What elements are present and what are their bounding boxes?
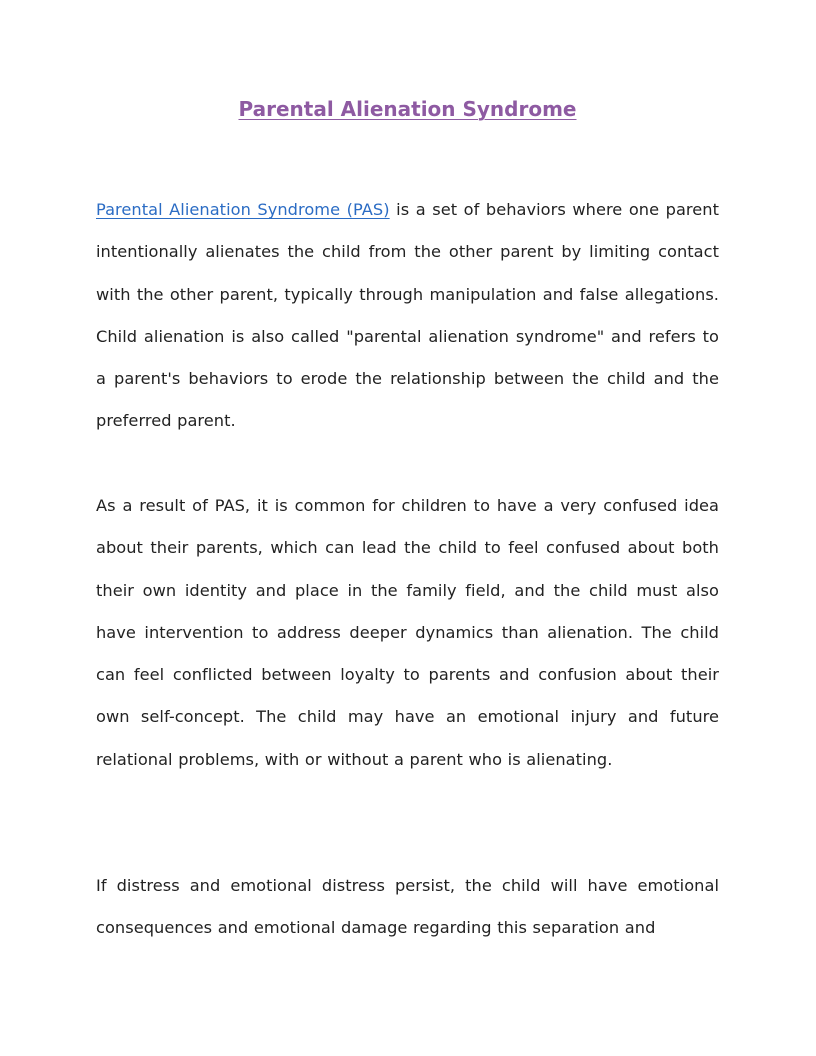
document-page xyxy=(96,0,719,1056)
document-title: Parental Alienation Syndrome xyxy=(238,97,577,121)
pas-link[interactable]: Parental Alienation Syndrome (PAS) xyxy=(96,200,390,219)
paragraph-3: If distress and emotional distress persist, the child will have emotional consequences and emotional damage regarding this separation and xyxy=(96,876,719,938)
paragraph-1-text: is a set of behaviors where one parent intentionally alienates the child from the other parent by limiting contact with the other parent, typically through manipulation and false allegations. Child alienation is also called "parental alienation syndrome" and refers to a parent's behaviors to erode the relationship between the child and the preferred parent. xyxy=(96,200,720,431)
paragraph-2: As a result of PAS, it is common for children to have a very confused idea about their parents, which can lead the child to feel confused about both their own identity and place in the family field, and the child must also have intervention to address deeper dynamics than alienation. The child can feel conflicted between loyalty to parents and confusion about their own self-concept. The child may have an emotional injury and future relational problems, with or without a parent who is alienating. xyxy=(96,496,719,769)
paragraph-1 xyxy=(96,189,719,443)
